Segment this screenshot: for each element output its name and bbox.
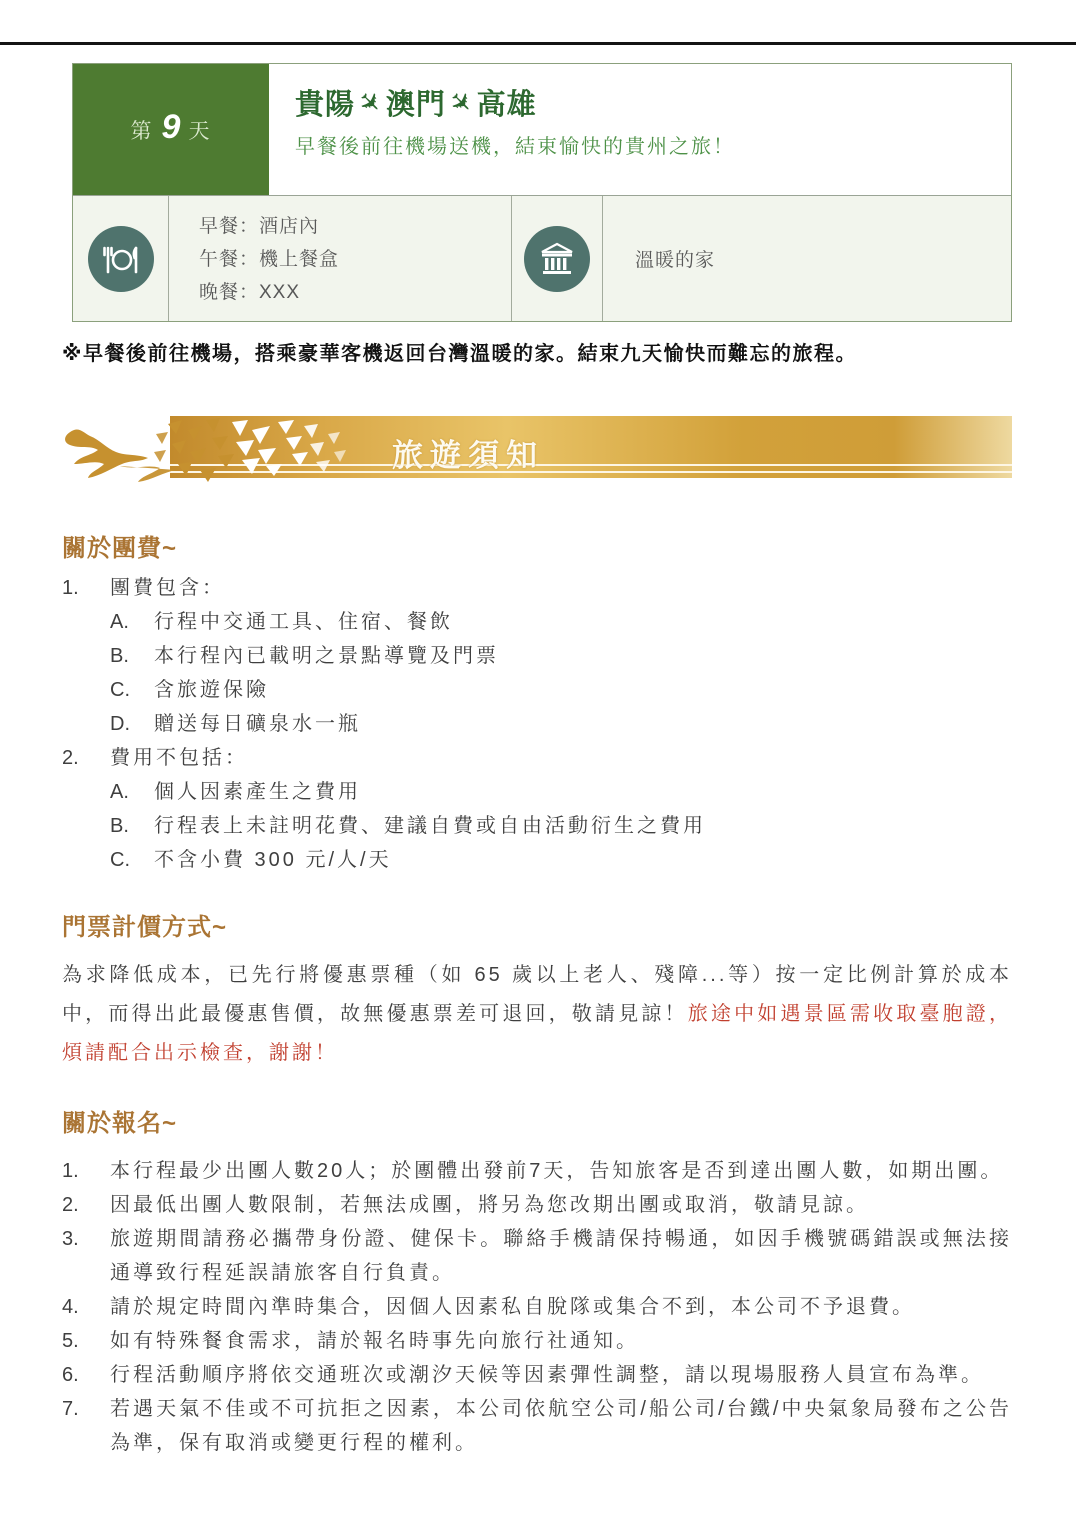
plane-right-icon: ✈ (442, 83, 481, 122)
list-item-number: B. (110, 645, 129, 667)
ticket-pricing-paragraph (62, 956, 1012, 1073)
ticket-pricing-text: 為求降低成本，已先行將優惠票種（如 65 歲以上老人、殘障...等）按一定比例計算於成本中，而得出此最優惠售價，故無優惠票差可退回，敬請見諒！ (62, 964, 1012, 1025)
day-title-cell (269, 64, 1011, 195)
list-subitem (110, 673, 1012, 707)
hotel-icon-cell (512, 196, 603, 321)
day-number-box (73, 64, 269, 195)
day-itinerary-card (72, 63, 1012, 322)
list-item-number: C. (110, 849, 130, 871)
list-item (62, 1324, 1012, 1358)
meal-dinner: 晚餐：XXX (199, 282, 301, 303)
list-item-number: A. (110, 611, 129, 633)
list-item (62, 571, 1012, 605)
list-item-text: 含旅遊保險 (154, 679, 269, 701)
list-subitem (110, 809, 1012, 843)
list-item-text: 如有特殊餐食需求，請於報名時事先向旅行社通知。 (110, 1330, 639, 1352)
registration-list (62, 1154, 1012, 1460)
list-item-text: 旅遊期間請務必攜帶身份證、健保卡。聯絡手機請保持暢通，如因手機號碼錯誤或無法接通導致行程延誤請旅客自行負責。 (110, 1228, 1012, 1284)
accommodation-cell (603, 196, 1011, 321)
travel-notice-banner (62, 412, 1012, 490)
gold-swan-shatter-icon (60, 412, 440, 490)
list-item-text: 費用不包括： (110, 747, 248, 769)
list-item-text: 請於規定時間內準時集合，因個人因素私自脫隊或集合不到，本公司不予退費。 (110, 1296, 915, 1318)
list-item (62, 741, 1012, 775)
plane-right-icon: ✈ (351, 83, 390, 122)
list-item (62, 1154, 1012, 1188)
section-heading-registration: 關於報名~ (62, 1110, 178, 1137)
list-subitem (110, 605, 1012, 639)
day-details-row (73, 195, 1011, 321)
list-item-text: 本行程內已載明之景點導覽及門票 (154, 645, 499, 667)
list-item-number: B. (110, 815, 129, 837)
day-suffix: 天 (188, 119, 212, 143)
list-item (62, 1290, 1012, 1324)
list-item-number: 1. (62, 1160, 79, 1182)
day-number: 9 (161, 108, 181, 146)
list-item-number: 2. (62, 747, 79, 769)
route-to: 高雄 (476, 89, 537, 121)
list-item-text: 行程活動順序將依交通班次或潮汐天候等因素彈性調整，請以現場服務人員宣布為準。 (110, 1364, 984, 1386)
list-subitem (110, 707, 1012, 741)
list-item-text: 個人因素產生之費用 (154, 781, 361, 803)
day-prefix: 第 (130, 119, 154, 143)
page-content (62, 0, 1012, 1460)
building-icon (524, 226, 590, 292)
list-item (62, 1358, 1012, 1392)
list-item-text: 團費包含： (110, 577, 225, 599)
list-item-number: C. (110, 679, 130, 701)
list-item-number: 2. (62, 1194, 79, 1216)
list-item-number: 5. (62, 1330, 79, 1352)
route-via: 澳門 (385, 89, 446, 121)
list-item-text: 因最低出團人數限制，若無法成團，將另為您改期出團或取消，敬請見諒。 (110, 1194, 869, 1216)
list-item (62, 1392, 1012, 1460)
list-item (62, 1222, 1012, 1290)
meal-breakfast: 早餐：酒店內 (199, 216, 320, 237)
ticket-pricing-warning-text: 旅途中如遇景區需收取臺胞證，煩請配合出示檢查，謝謝！ (62, 1003, 1013, 1064)
section-heading-fees: 關於團費~ (62, 535, 178, 562)
list-item-text: 行程表上未註明花費、建議自費或自由活動衍生之費用 (154, 815, 706, 837)
list-item-text: 贈送每日礦泉水一瓶 (154, 713, 361, 735)
meal-icon-cell (73, 196, 169, 321)
route-from: 貴陽 (295, 89, 356, 121)
list-item-number: 4. (62, 1296, 79, 1318)
list-item-text: 本行程最少出團人數20人；於團體出發前7天，告知旅客是否到達出團人數，如期出團。 (110, 1160, 1004, 1182)
restaurant-icon (88, 226, 154, 292)
list-subitem (110, 843, 1012, 877)
list-item (62, 1188, 1012, 1222)
day-subtitle: 早餐後前往機場送機，結束愉快的貴州之旅！ (295, 136, 735, 158)
fees-list (62, 571, 1012, 877)
list-item-number: D. (110, 713, 130, 735)
list-item-number: 3. (62, 1228, 79, 1250)
section-heading-ticket-pricing: 門票計價方式~ (62, 914, 228, 941)
day-header-row (73, 64, 1011, 195)
list-item-text: 行程中交通工具、住宿、餐飲 (154, 611, 453, 633)
route-title (295, 82, 1011, 123)
banner-title: 旅遊須知 (392, 438, 544, 473)
meals-cell (169, 196, 512, 321)
list-item-text: 若遇天氣不佳或不可抗拒之因素，本公司依航空公司/船公司/台鐵/中央氣象局發布之公告為準，保有取消或變更行程的權利。 (110, 1398, 1012, 1454)
accommodation-name: 溫暖的家 (635, 250, 716, 271)
list-item-number: 1. (62, 577, 79, 599)
list-item-number: 6. (62, 1364, 79, 1386)
list-subitem (110, 639, 1012, 673)
meal-lunch: 午餐：機上餐盒 (199, 249, 340, 270)
list-item-number: 7. (62, 1398, 79, 1420)
list-subitem (110, 775, 1012, 809)
day-note: ※早餐後前往機場，搭乘豪華客機返回台灣溫暖的家。結束九天愉快而難忘的旅程。 (62, 343, 857, 365)
list-item-text: 不含小費 300 元/人/天 (154, 849, 392, 871)
list-item-number: A. (110, 781, 129, 803)
